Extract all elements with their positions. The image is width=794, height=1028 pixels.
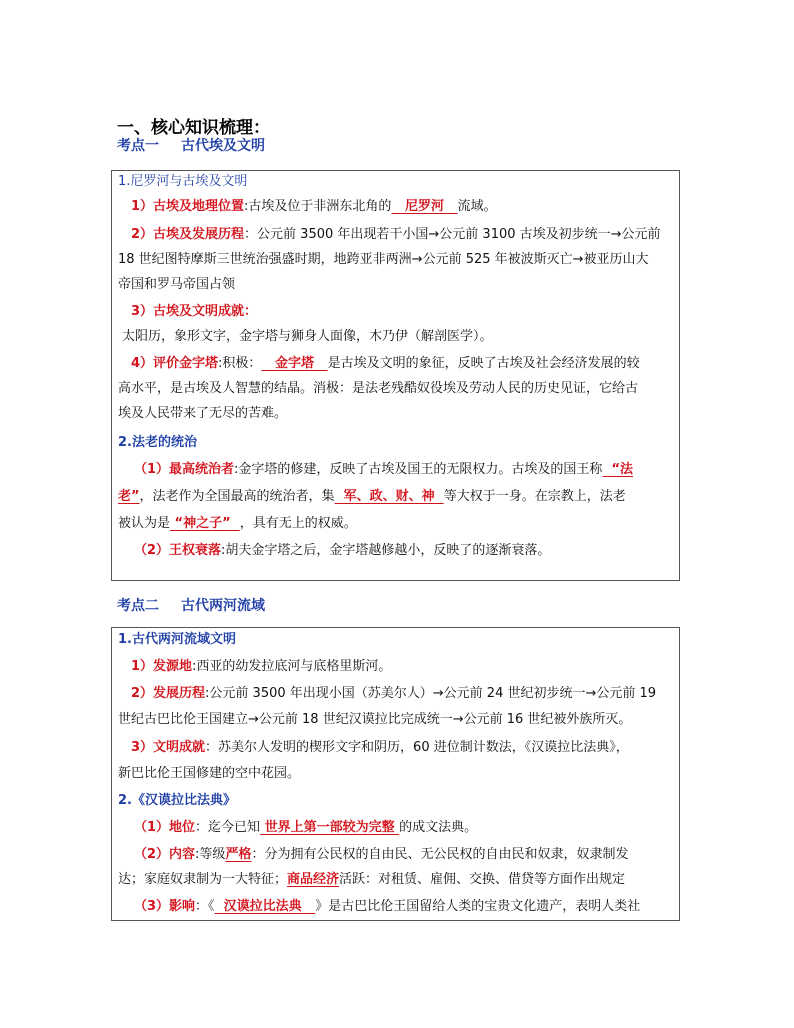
t1-p4-pre: :积极： [218,356,262,371]
t2-q3-post: 》是古巴比伦王国留给人类的宝贵文化遗产，表明人类社 [315,899,641,914]
topic2-label: 考点二 [117,598,159,614]
t2-p1 [131,658,391,676]
topic2-heading [117,595,265,615]
t1-q1-line2 [118,488,626,506]
t2-p3-text1: ：苏美尔人发明的楔形文字和阴历，60 进位制计数法，《汉谟拉比法典》， [205,740,629,755]
t2-s1-title: 1.古代两河流域文明 [118,632,236,647]
t2-q2-post: ：分为拥有公民权的自由民、无公民权的自由民和奴隶，奴隶制发 [251,847,629,862]
t1-p2-line2: 18 世纪图特摩斯三世统治强盛时期，地跨亚非两洲→公元前 525 年被波斯灭亡→被亚历山大 [118,252,649,267]
t1-p1-answer: 尼罗河 [405,199,445,214]
t1-p1-pre: :古埃及位于非洲东北角的 [244,199,392,214]
t1-q2 [134,542,550,560]
t2-p2-text1: :公元前 3500 年出现小国（苏美尔人）→公元前 24 世纪初步统一→公元前 19 [205,686,657,701]
t2-q2-answer: 严格 [225,847,252,862]
t2-q1-label: （1）地位 [134,820,196,835]
t1-p4-line1 [131,355,640,373]
t1-p2-line1 [131,226,661,244]
t1-p4-line3: 埃及人民带来了无尽的苦难。 [118,406,288,421]
t2-s2-title: 2.《汉谟拉比法典》 [118,793,236,808]
t1-p2-label: 2）古埃及发展历程 [131,227,245,242]
t1-q1-answer2: 军、政、财、神 [343,489,435,504]
t2-p2-line1 [131,685,656,703]
t2-q3-answer: 汉谟拉比法典 [223,899,302,914]
t2-p1-text: :西亚的幼发拉底河与底格里斯河。 [192,659,392,674]
t1-p1-post: 流域。 [457,199,497,214]
t2-q3 [134,898,640,916]
t1-q1-answer-b: 老” [118,489,140,504]
t2-p2-label: 2）发展历程 [131,686,206,701]
t2-p1-label: 1）发源地 [131,659,193,674]
t2-q2-label: （2）内容 [134,847,196,862]
t1-p2-text1: ：公元前 3500 年出现若干小国→公元前 3100 古埃及初步统一→公元前 [244,227,661,242]
topic1-label: 考点一 [117,138,159,154]
t1-p3-label: 3）古埃及文明成就 [131,304,245,319]
t2-p3-label: 3）文明成就 [131,740,206,755]
t2-q1-answer: 世界上第一部较为完整 [264,820,395,835]
topic2-title: 古代两河流域 [181,598,265,614]
t2-q1 [134,819,477,837]
section-heading: 一、核心知识梳理： [117,118,270,138]
t2-q3-pre: ：《 [195,899,215,914]
t2-q2-answer2: 商品经济 [287,872,340,887]
t2-p2-line2: 世纪古巴比伦王国建立→公元前 18 世纪汉谟拉比完成统一→公元前 16 世纪被外族所灭。 [118,712,632,727]
t1-q1-line3-post: ，具有无上的权威。 [239,516,357,531]
t1-p4-post: 是古埃及文明的象征，反映了古埃及社会经济发展的较 [327,356,640,371]
topic1-heading [117,135,265,155]
t1-p1-label: 1）古埃及地理位置 [131,199,245,214]
t1-p4-label: 4）评价金字塔 [131,356,219,371]
t1-q2-label: （2）王权衰落 [134,543,222,558]
t2-p3-line1 [131,739,629,757]
t1-p3-heading [131,303,257,321]
t1-s1-title: 1.尼罗河与古埃及文明 [118,174,248,189]
t1-q1-answer-a: “法 [611,462,634,477]
t1-p3-text: 太阳历，象形文字，金字塔与狮身人面像，木乃伊（解剖医学）。 [122,329,493,344]
t2-q2-line2-post: 活跃：对租赁、雇佣、交换、借贷等方面作出规定 [339,872,626,887]
topic1-title: 古代埃及文明 [181,138,265,154]
t2-q1-pre: ：迄今已知 [195,820,261,835]
topic1-box [111,170,680,581]
t1-q1-line1 [134,461,633,479]
t2-q1-post: 的成文法典。 [399,820,478,835]
t1-p4-line2: 高水平，是古埃及人智慧的结晶。消极：是法老残酷奴役埃及劳动人民的历史见证，它给古 [118,381,639,396]
t1-p2-line3: 帝国和罗马帝国占领 [118,277,236,292]
t2-q2-line2 [118,871,625,889]
t2-q2-line1 [134,846,628,864]
t2-q2-line2-pre: 达；家庭奴隶制为一大特征； [118,872,288,887]
t1-q2-text: :胡夫金字塔之后，金字塔越修越小，反映了的逐渐衰落。 [221,543,551,558]
t1-q1-label: （1）最高统治者 [134,462,235,477]
t1-p3-colon: ： [244,304,258,319]
topic2-box [111,627,680,921]
t1-q1-mid: ，法老作为全国最高的统治者，集 [139,489,335,504]
t1-p4-answer: 金字塔 [275,356,315,371]
t1-q1-line3-pre: 被认为是 [118,516,171,531]
t1-s2-title: 2.法老的统治 [118,435,197,450]
t1-p1 [131,198,497,216]
t1-q1-answer3: “神之子” [174,516,231,531]
t2-p3-line2: 新巴比伦王国修建的空中花园。 [118,766,301,781]
t2-q3-label: （3）影响 [134,899,196,914]
t1-q1-pre: :金字塔的修建，反映了古埃及国王的无限权力。古埃及的国王称 [234,462,603,477]
t1-q1-line3 [118,515,357,533]
t2-q2-pre: :等级 [195,847,226,862]
t1-q1-post: 等大权于一身。在宗教上，法老 [443,489,626,504]
